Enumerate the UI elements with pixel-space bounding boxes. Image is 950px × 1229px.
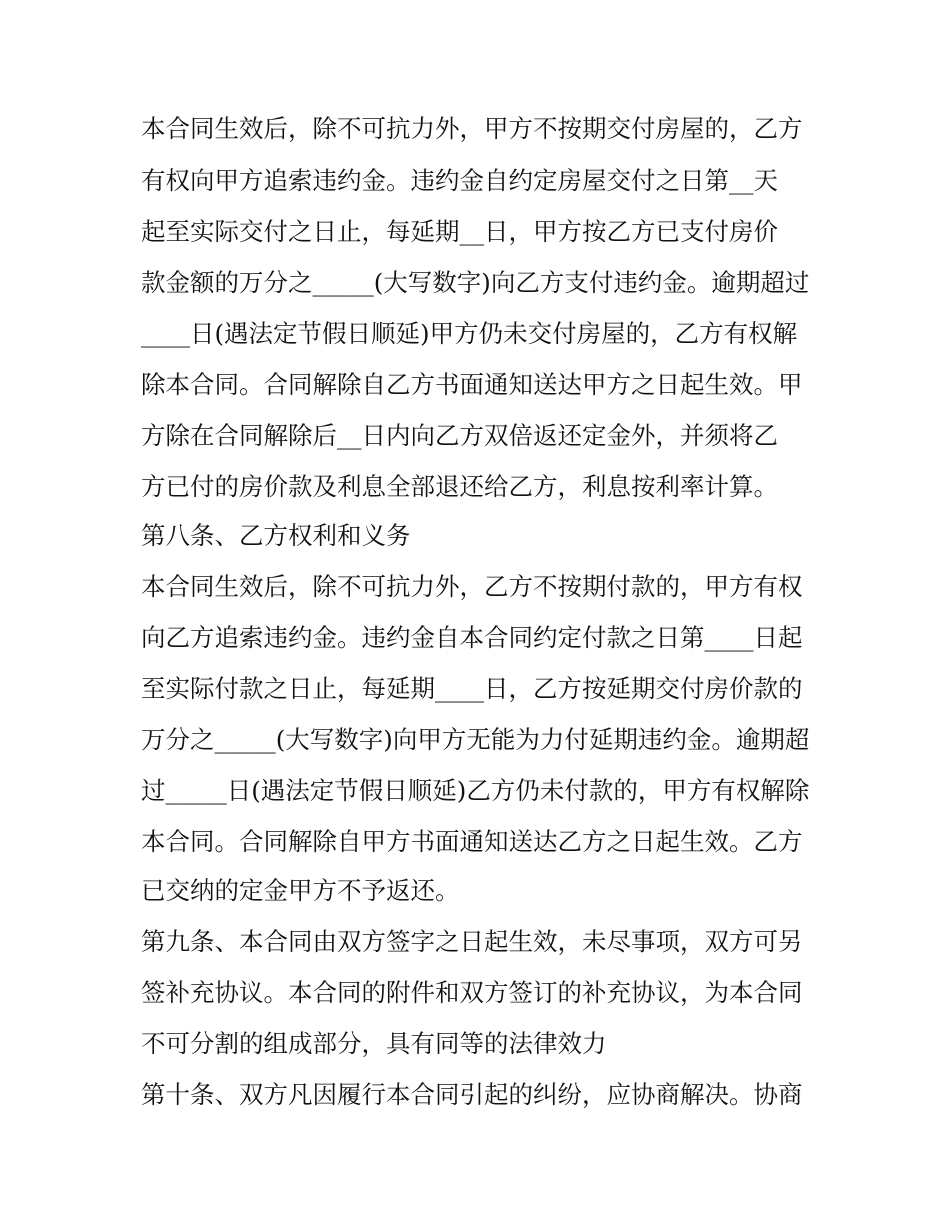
section-heading: 第八条、乙方权利和义务 <box>141 521 411 550</box>
text-line: ____日(遇法定节假日顺延)甲方仍未交付房屋的，乙方有权解 <box>141 319 798 348</box>
text-line: 至实际付款之日止，每延期____日，乙方按延期交付房价款的 <box>141 674 803 703</box>
text-line: 向乙方追索违约金。违约金自本合同约定付款之日第____日起 <box>141 623 803 652</box>
text-line: 第九条、本合同由双方签字之日起生效，未尽事项，双方可另 <box>141 927 803 956</box>
text-line: 款金额的万分之_____(大写数字)向乙方支付违约金。逾期超过 <box>141 268 810 297</box>
text-line: 本合同生效后，除不可抗力外，乙方不按期付款的，甲方有权 <box>141 572 803 601</box>
text-line: 起至实际交付之日止，每延期__日，甲方按乙方已支付房价 <box>141 217 778 246</box>
text-line: 除本合同。合同解除自乙方书面通知送达甲方之日起生效。甲 <box>141 370 803 399</box>
text-line: 有权向甲方追索违约金。违约金自约定房屋交付之日第__天 <box>141 166 778 195</box>
text-line: 万分之_____(大写数字)向甲方无能为力付延期违约金。逾期超 <box>141 725 810 754</box>
text-line: 已交纳的定金甲方不予返还。 <box>141 876 460 905</box>
text-line: 本合同。合同解除自甲方书面通知送达乙方之日起生效。乙方 <box>141 827 803 856</box>
text-line: 不可分割的组成部分，具有同等的法律效力 <box>141 1029 607 1058</box>
text-line: 过_____日(遇法定节假日顺延)乙方仍未付款的，甲方有权解除 <box>141 776 810 805</box>
text-line: 第十条、双方凡因履行本合同引起的纠纷，应协商解决。协商 <box>141 1080 803 1109</box>
text-line: 本合同生效后，除不可抗力外，甲方不按期交付房屋的，乙方 <box>141 114 803 143</box>
text-line: 方已付的房价款及利息全部退还给乙方，利息按利率计算。 <box>141 472 778 501</box>
text-line: 方除在合同解除后__日内向乙方双倍返还定金外，并须将乙 <box>141 421 778 450</box>
text-line: 签补充协议。本合同的附件和双方签订的补充协议，为本合同 <box>141 978 803 1007</box>
